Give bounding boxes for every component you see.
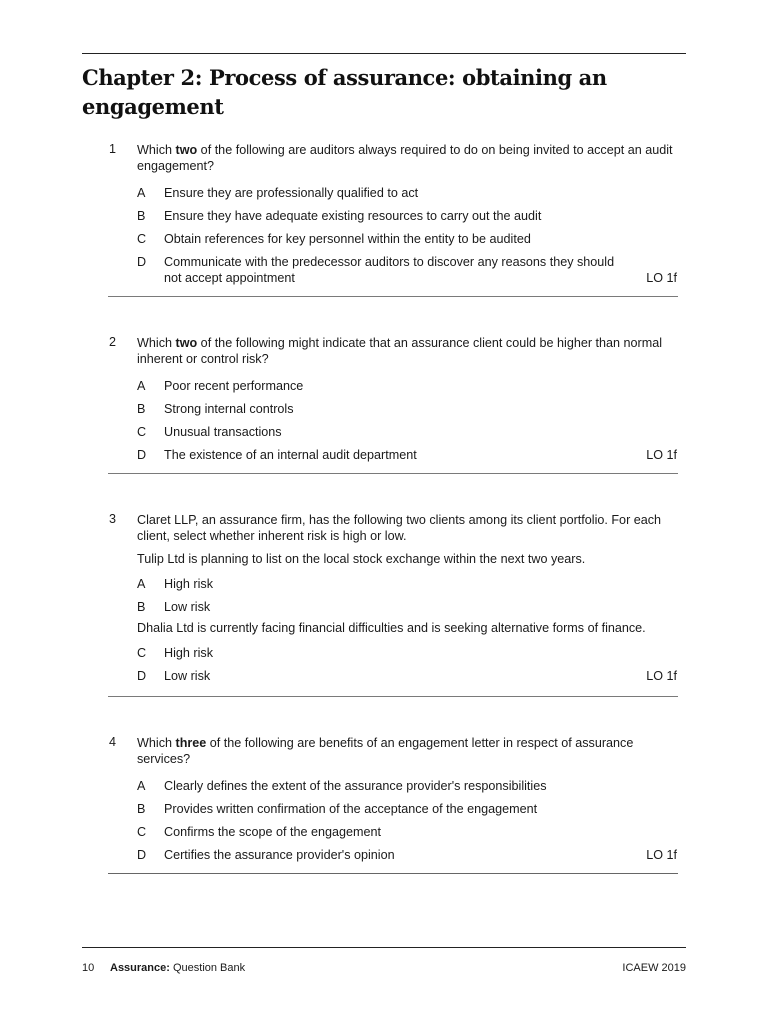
learning-outcome: LO 1f bbox=[646, 669, 677, 683]
question-separator bbox=[108, 296, 678, 297]
question-separator bbox=[108, 873, 678, 874]
option-b: B Ensure they have adequate existing resources to carry out the audit bbox=[137, 209, 542, 223]
option-d: D Low risk LO 1f bbox=[137, 669, 677, 683]
option-c: C Confirms the scope of the engagement bbox=[137, 825, 382, 839]
client-scenario: Tulip Ltd is planning to list on the local stock exchange within the next two years. bbox=[137, 552, 586, 566]
option-c: C Obtain references for key personnel within the entity to be audited bbox=[137, 232, 531, 246]
option-a: A Poor recent performance bbox=[137, 379, 304, 393]
question-stem: Claret LLP, an assurance firm, has the following two clients among its client portfolio. For each client, select whether inherent risk is high or low. bbox=[137, 513, 662, 543]
question-number: 3 bbox=[109, 512, 117, 526]
learning-outcome: LO 1f bbox=[646, 271, 677, 285]
question-stem: Which three of the following are benefits of an engagement letter in respect of assurance services? bbox=[137, 736, 634, 766]
option-a: A Clearly defines the extent of the assurance provider's responsibilities bbox=[137, 779, 547, 793]
footer-edition: ICAEW 2019 bbox=[622, 962, 686, 974]
question-4 bbox=[109, 735, 679, 866]
question-stem: Which two of the following are auditors always required to do on being invited to accept an audit engagement? bbox=[137, 143, 673, 173]
page-number: 10 bbox=[82, 962, 95, 974]
question-number: 1 bbox=[109, 142, 117, 156]
learning-outcome: LO 1f bbox=[646, 848, 677, 862]
question-stem: Which two of the following might indicate that an assurance client could be higher than normal inherent or control risk? bbox=[137, 336, 663, 366]
question-separator bbox=[108, 696, 678, 697]
option-c: C High risk bbox=[137, 646, 213, 660]
option-d: D Certifies the assurance provider's opinion LO 1f bbox=[137, 848, 677, 862]
learning-outcome: LO 1f bbox=[646, 448, 677, 462]
question-separator bbox=[108, 473, 678, 474]
option-a: A Ensure they are professionally qualified to act bbox=[137, 186, 419, 200]
option-b: B Provides written confirmation of the acceptance of the engagement bbox=[137, 802, 538, 816]
option-d: D Communicate with the predecessor auditors to discover any reasons they should not accept appointment LO 1f bbox=[137, 255, 677, 285]
book-title: Assurance: Question Bank bbox=[110, 962, 246, 974]
question-2 bbox=[109, 335, 679, 466]
chapter-title: Chapter 2: Process of assurance: obtaining an engagement bbox=[82, 65, 607, 119]
option-b: B Low risk bbox=[137, 600, 211, 614]
client-scenario: Dhalia Ltd is currently facing financial difficulties and is seeking alternative forms of finance. bbox=[137, 621, 646, 635]
option-a: A High risk bbox=[137, 577, 213, 591]
question-number: 4 bbox=[109, 735, 117, 749]
header-rule bbox=[82, 53, 686, 54]
question-1 bbox=[109, 142, 679, 286]
option-c: C Unusual transactions bbox=[137, 425, 282, 439]
footer-rule bbox=[82, 947, 686, 948]
option-b: B Strong internal controls bbox=[137, 402, 294, 416]
question-3 bbox=[109, 512, 679, 687]
question-number: 2 bbox=[109, 335, 117, 349]
option-d: D The existence of an internal audit department LO 1f bbox=[137, 448, 677, 462]
